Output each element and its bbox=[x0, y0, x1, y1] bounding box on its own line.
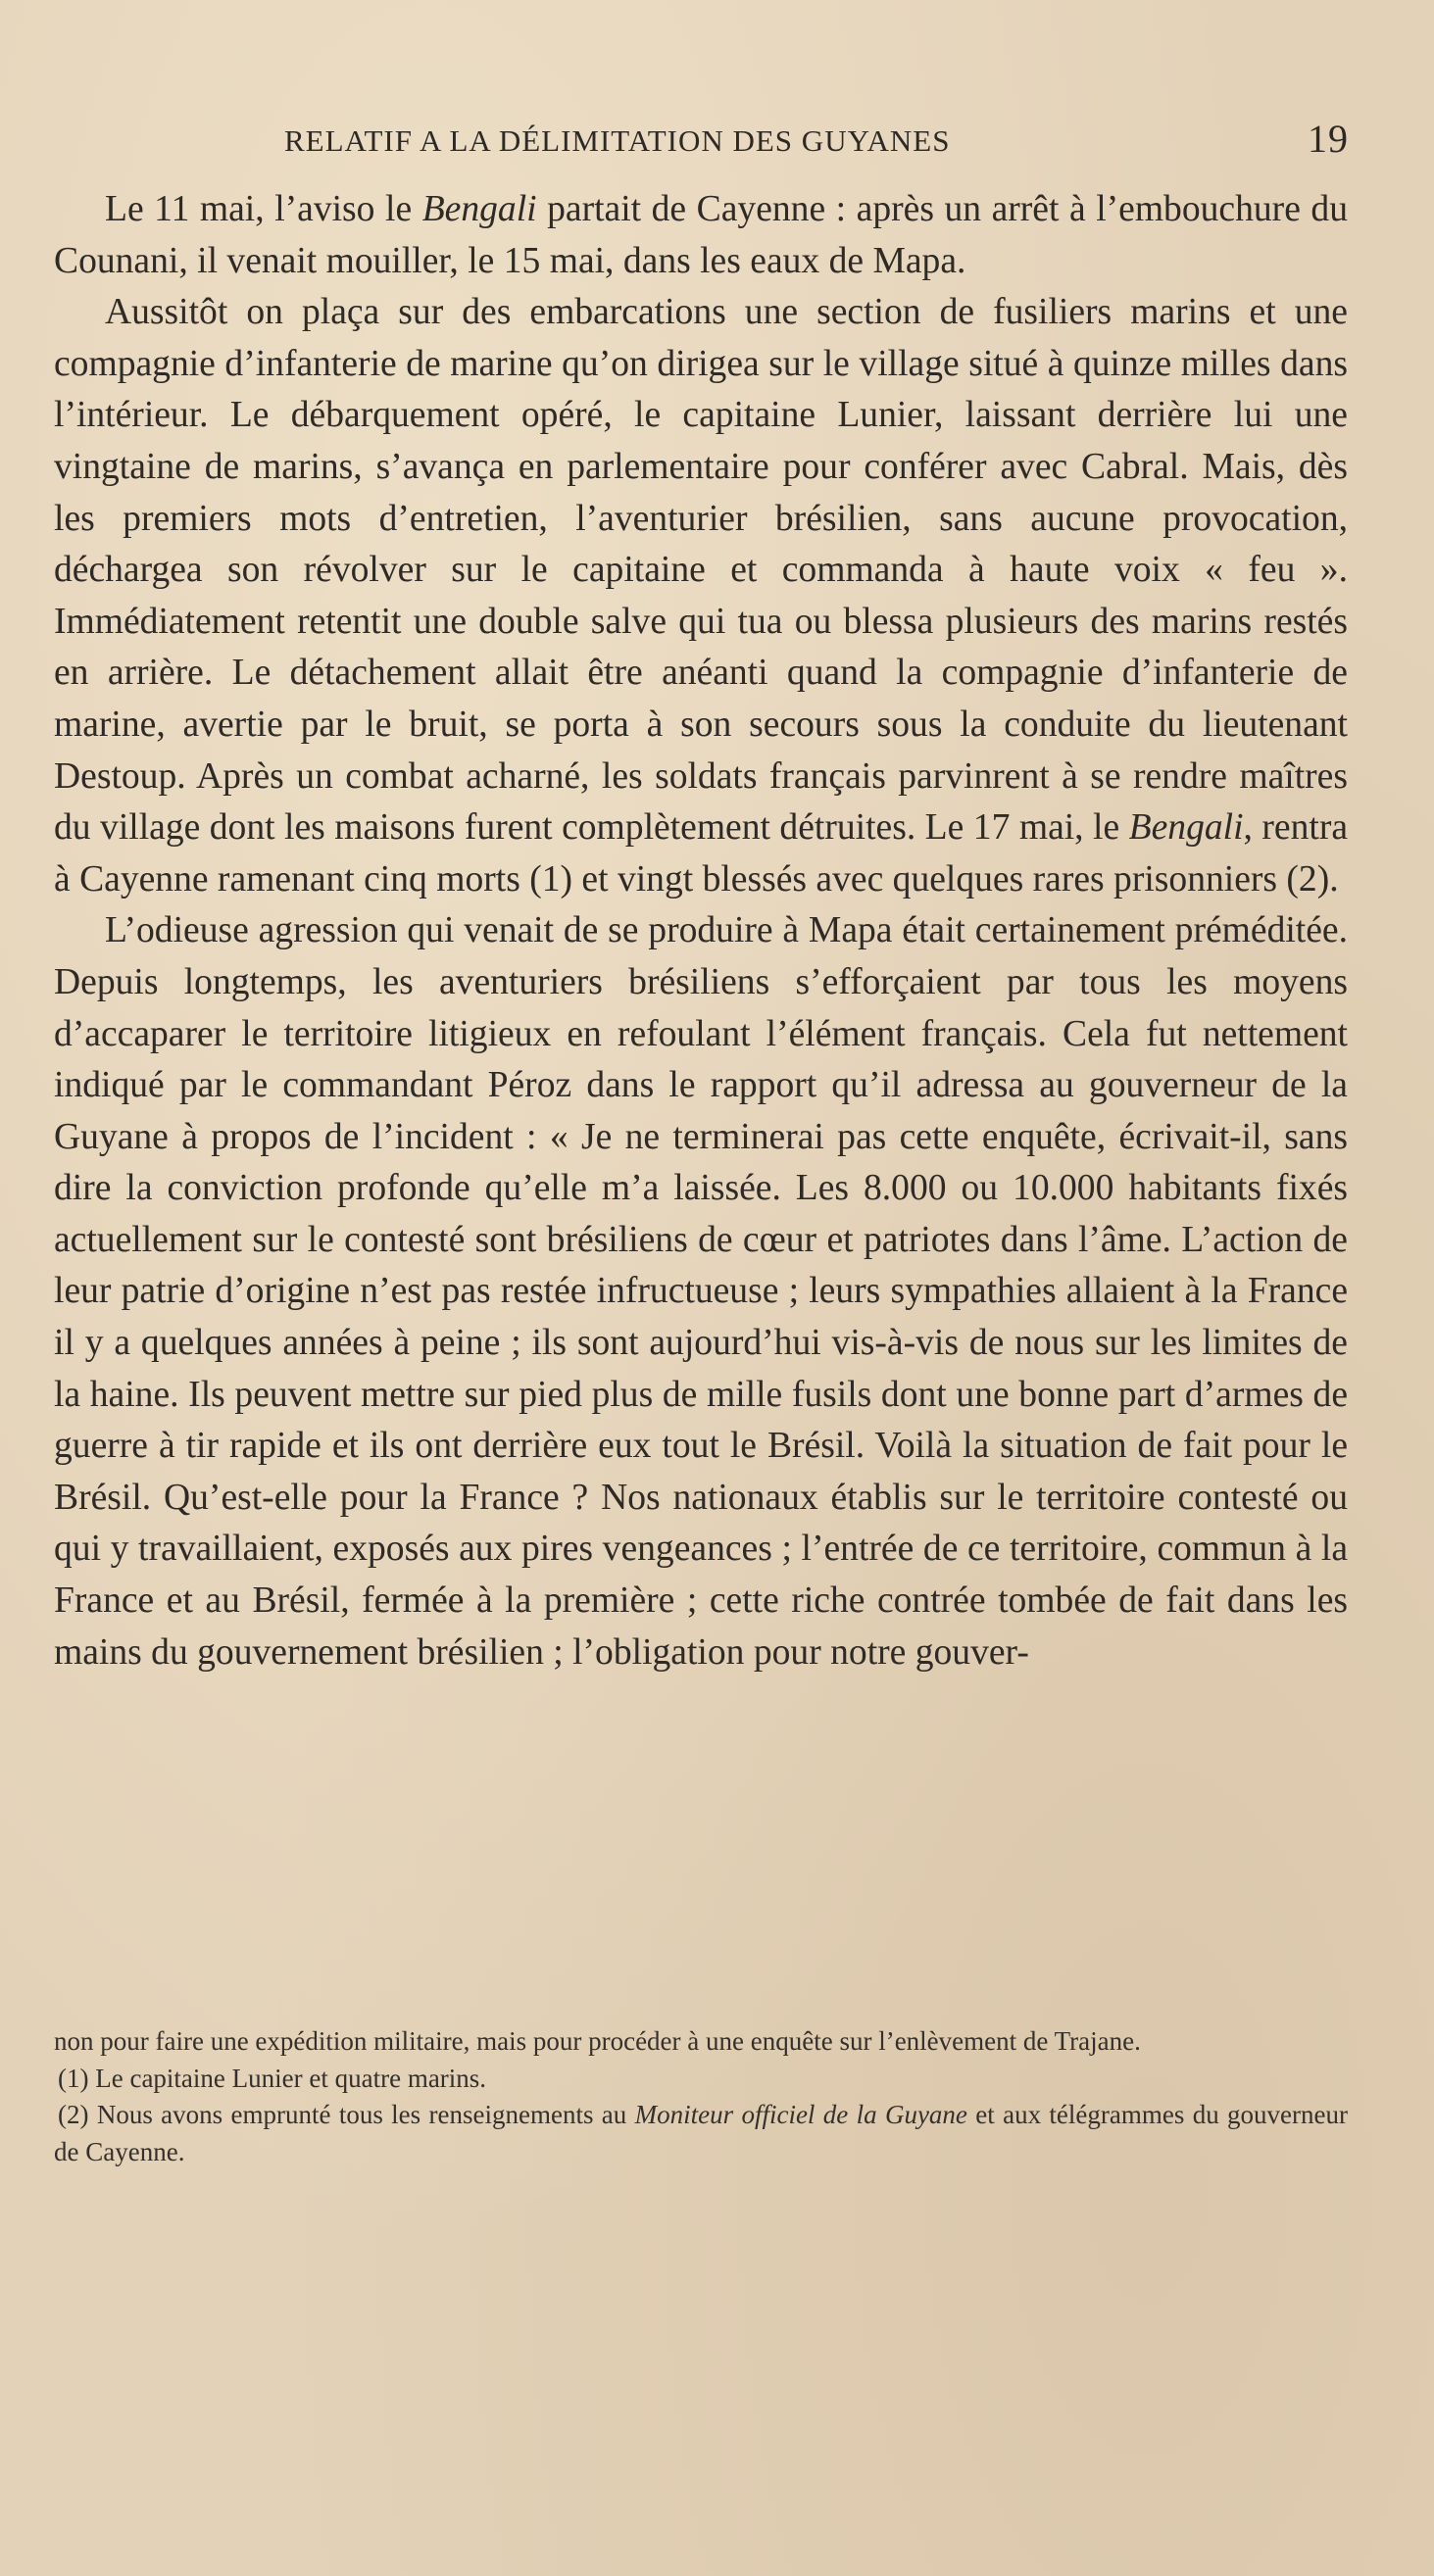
paragraph-2-text-a: Aussitôt on plaça sur des embarcations une section de fusiliers marins et une compagnie d’infanterie de marine qu’on dirigea sur le village situé à quinze milles dans l’intérieur. Le débarquement opéré, le capitaine Lunier, laissant derrière lui une vingtaine de marins, s’avança en parlementaire pour conférer avec Cabral. Mais, dès les premiers mots d’entretien, l’aventurier brésilien, sans aucune provocation, déchargea son révolver sur le capitaine et commanda à haute voix « feu ». Immédiatement retentit une double salve qui tua ou blessa plusieurs des marins restés en arrière. Le détachement allait être anéanti quand la compagnie d’infanterie de marine, avertie par le bruit, se porta à son secours sous la conduite du lieutenant Destoup. Après un combat acharné, les soldats français parvinrent à se rendre maîtres du village dont les maisons furent complètement détruites. bbox=[54, 292, 1348, 849]
footnote-continuation: non pour faire une expédition militaire, mais pour procéder à une enquête sur l’enlèvement de Trajane. bbox=[54, 2026, 1141, 2056]
paragraph-2-text-b: Le 17 mai, le bbox=[915, 807, 1129, 849]
paragraph-1 bbox=[54, 184, 1348, 287]
footnote-2-text-b: et aux télégrammes du gouverneur de Cayenne. bbox=[54, 2100, 1348, 2166]
page-number: 19 bbox=[1308, 117, 1349, 161]
running-head bbox=[284, 110, 1362, 159]
ship-name-bengali-2: Bengali bbox=[1128, 807, 1244, 849]
running-title: RELATIF A LA DÉLIMITATION DES GUYANES bbox=[284, 123, 951, 158]
paragraph-3-text: L’odieuse agression qui venait de se produire à Mapa était certainement préméditée. Depuis longtemps, les aventuriers brésiliens s’efforçaient par tous les moyens d’accaparer le territoire litigieux en refoulant l’élément français. Cela fut nettement indiqué par le commandant Péroz dans le rapport qu’il adressa au gouverneur de la Guyane à propos de l’incident : « Je ne terminerai pas cette enquête, écrivait-il, sans dire la conviction profonde qu’elle m’a laissée. Les 8.000 ou 10.000 habitants fixés actuellement sur le contesté sont brésiliens de cœur et patriotes dans l’âme. L’action de leur patrie d’origine n’est pas restée infructueuse ; leurs sympathies allaient à la France il y a quelques années à peine ; ils sont aujourd’hui vis-à-vis de nous sur les limites de la haine. Ils peuvent mettre sur pied plus de mille fusils dont une bonne part d’armes de guerre à tir rapide et ils ont derrière eux tout le Brésil. Voilà la situation de fait pour le Brésil. Qu’est-elle pour la France ? Nos nationaux établis sur le territoire contesté ou qui y travaillaient, exposés aux pires vengeances ; l’entrée de ce territoire, commun à la France et au Brésil, fermée à la première ; cette riche contrée tombée de fait dans les mains du gouvernement brésilien ; l’obligation pour notre gouver- bbox=[54, 910, 1348, 1673]
footnote-2-text-a: (2) Nous avons emprunté tous les renseignements au bbox=[58, 2100, 635, 2129]
main-text bbox=[54, 184, 1348, 1678]
ship-name-bengali: Bengali bbox=[421, 189, 537, 229]
paragraph-2-text-c: , rentra à Cayenne ramenant cinq morts (1) et vingt blessés avec quelques rares prisonniers (2). bbox=[54, 807, 1349, 899]
paragraph-2 bbox=[54, 287, 1348, 905]
footnote-2 bbox=[54, 2097, 1348, 2170]
paragraph-3 bbox=[54, 905, 1348, 1678]
footnote-2-title: Moniteur officiel de la Guyane bbox=[634, 2100, 967, 2129]
footnote-1: (1) Le capitaine Lunier et quatre marins. bbox=[58, 2063, 487, 2093]
paragraph-1-text-b: partait de Cayenne : après un arrêt à l’embouchure du Counani, il venait mouiller, le 15 mai, dans les eaux de Mapa. bbox=[54, 189, 1348, 281]
paragraph-1-text-a: Le 11 mai, l’aviso le bbox=[105, 189, 422, 229]
footnotes bbox=[54, 2023, 1348, 2170]
